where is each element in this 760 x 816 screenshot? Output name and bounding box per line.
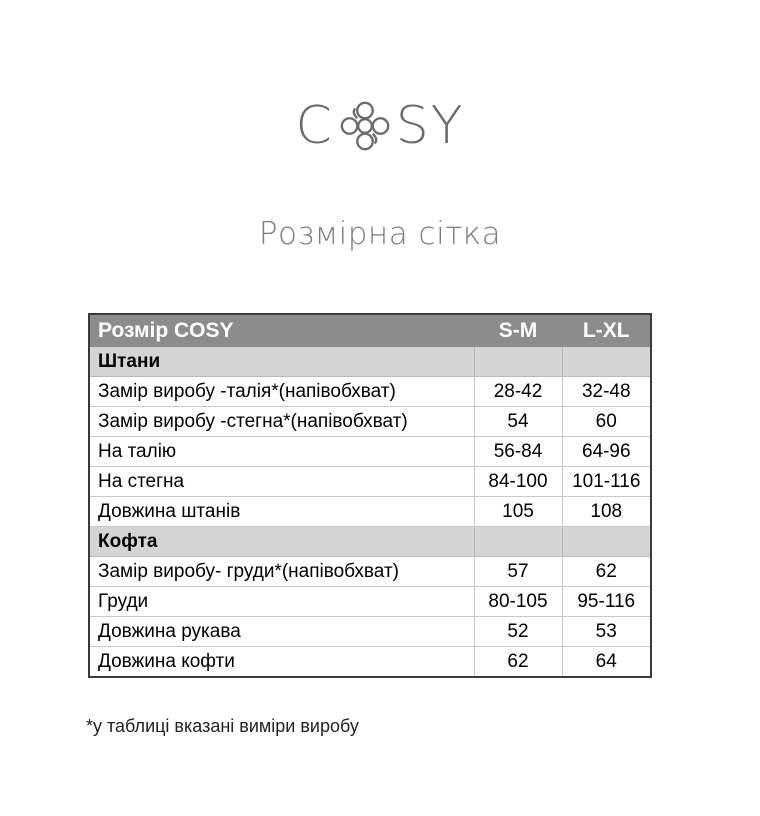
measurement-name: Довжина кофти [89, 647, 474, 678]
value-l-xl: 62 [562, 557, 651, 587]
value-l-xl: 53 [562, 617, 651, 647]
measurement-name: На талію [89, 437, 474, 467]
value-s-m: 56-84 [474, 437, 562, 467]
page-title: Розмірна сітка [258, 216, 502, 252]
value-l-xl: 64-96 [562, 437, 651, 467]
table-row [89, 497, 651, 527]
value-l-xl: 95-116 [562, 587, 651, 617]
table-row [89, 587, 651, 617]
table-header-row [89, 314, 651, 347]
logo-text-left: C [295, 96, 334, 156]
logo-text-right: SY [395, 96, 465, 156]
measurement-name: Довжина штанів [89, 497, 474, 527]
value-s-m: 84-100 [474, 467, 562, 497]
value-l-xl: 101-116 [562, 467, 651, 497]
value-s-m: 105 [474, 497, 562, 527]
section-row-pants [89, 347, 651, 377]
section-title: Кофта [89, 527, 474, 557]
value-s-m: 52 [474, 617, 562, 647]
value-s-m: 54 [474, 407, 562, 437]
table-row [89, 407, 651, 437]
value-l-xl: 32-48 [562, 377, 651, 407]
footnote: *у таблиці вказані виміри виробу [86, 716, 359, 736]
value-l-xl: 60 [562, 407, 651, 437]
table-row [89, 647, 651, 678]
measurement-name: Замір виробу -талія*(напівобхват) [89, 377, 474, 407]
header-size-s-m: S-M [474, 314, 562, 347]
size-chart-table [88, 313, 652, 678]
flower-logo-icon [336, 97, 394, 155]
value-l-xl: 108 [562, 497, 651, 527]
table-row [89, 437, 651, 467]
measurement-name: Груди [89, 587, 474, 617]
measurement-name: Довжина рукава [89, 617, 474, 647]
brand-logo [0, 94, 760, 158]
measurement-name: На стегна [89, 467, 474, 497]
value-s-m: 80-105 [474, 587, 562, 617]
table-row [89, 617, 651, 647]
value-s-m: 57 [474, 557, 562, 587]
section-row-top [89, 527, 651, 557]
section-title: Штани [89, 347, 474, 377]
table-row [89, 377, 651, 407]
value-s-m: 28-42 [474, 377, 562, 407]
value-l-xl: 64 [562, 647, 651, 678]
table-row [89, 557, 651, 587]
header-size-label: Розмір COSY [89, 314, 474, 347]
header-size-l-xl: L-XL [562, 314, 651, 347]
value-s-m: 62 [474, 647, 562, 678]
measurement-name: Замір виробу -стегна*(напівобхват) [89, 407, 474, 437]
table-row [89, 467, 651, 497]
measurement-name: Замір виробу- груди*(напівобхват) [89, 557, 474, 587]
